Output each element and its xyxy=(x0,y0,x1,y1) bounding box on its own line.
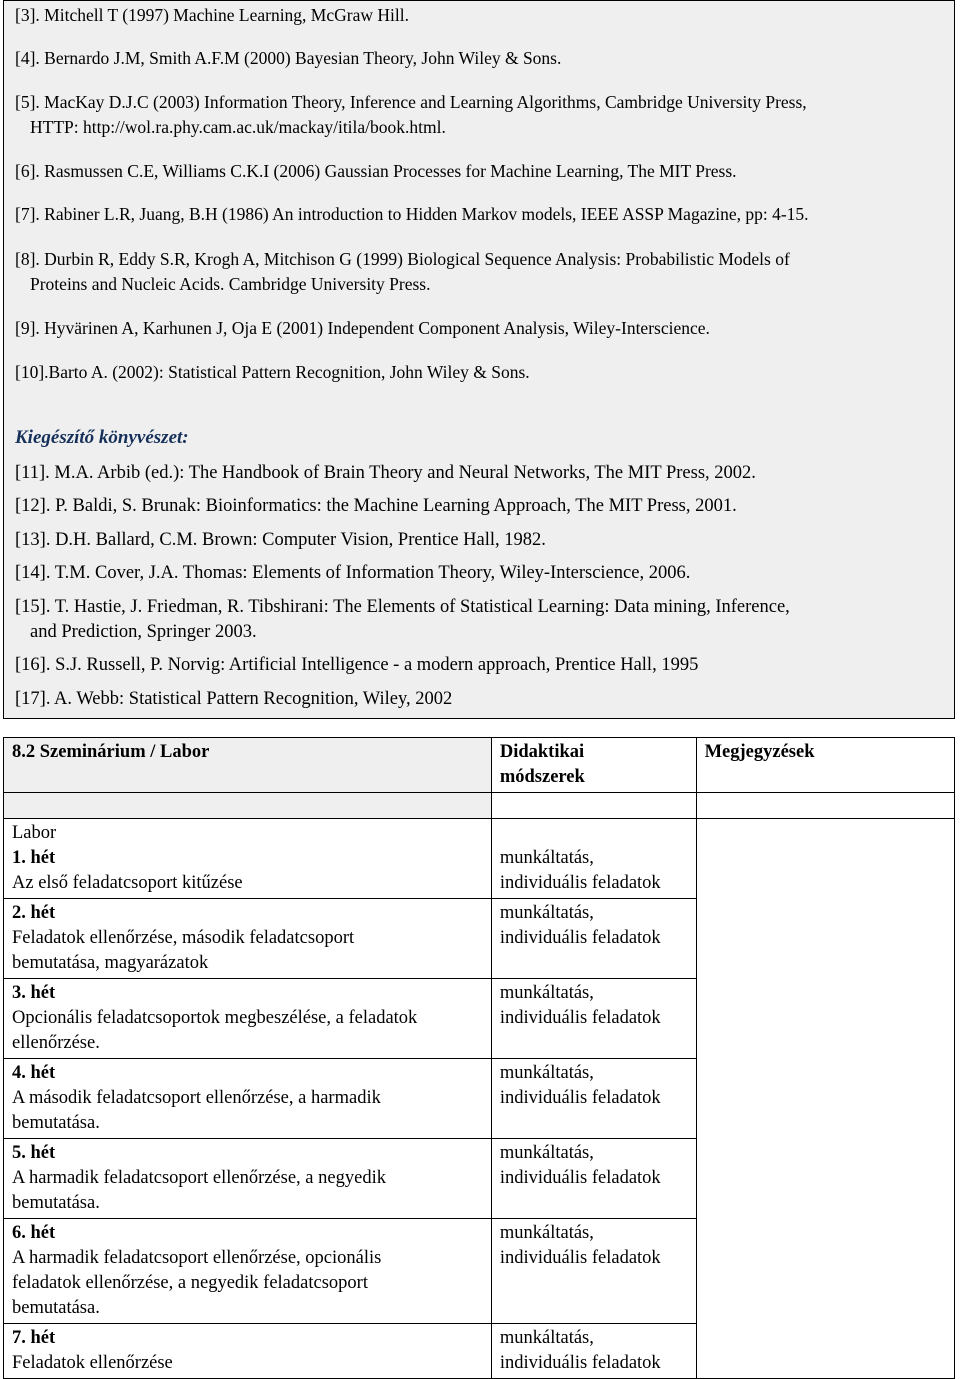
header-notes: Megjegyzések xyxy=(696,738,954,793)
table-row: 5. hét A harmadik feladatcsoport ellenőrzése, a negyedik bemutatása. munkáltatás, individuális feladatok xyxy=(4,1139,955,1219)
reference-item: [4]. Bernardo J.M, Smith A.F.M (2000) Bayesian Theory, John Wiley & Sons. xyxy=(15,48,562,68)
reference-item: [5]. MacKay D.J.C (2003) Information Theory, Inference and Learning Algorithms, Cambridge University Press, HTTP: http://wol.ra.phy.cam.ac.uk/mackay/itila/book.html. xyxy=(15,92,807,137)
table-row: 4. hét A második feladatcsoport ellenőrzése, a harmadik bemutatása. munkáltatás, individuális feladatok xyxy=(4,1059,955,1139)
supplementary-item: [16]. S.J. Russell, P. Norvig: Artificial Intelligence - a modern approach, Prentice Hall, 1995 xyxy=(15,655,699,675)
supplementary-item: [12]. P. Baldi, S. Brunak: Bioinformatics: the Machine Learning Approach, The MIT Press, 2001. xyxy=(15,496,737,516)
table-row: 3. hét Opcionális feladatcsoportok megbeszélése, a feladatok ellenőrzése. munkáltatás, individuális feladatok xyxy=(4,979,955,1059)
bibliography-section xyxy=(3,0,955,719)
reference-item: [7]. Rabiner L.R, Juang, B.H (1986) An introduction to Hidden Markov models, IEEE ASSP Magazine, pp: 4-15. xyxy=(15,204,809,224)
reference-item: [10].Barto A. (2002): Statistical Pattern Recognition, John Wiley & Sons. xyxy=(15,362,530,382)
header-methods: Didaktikai módszerek xyxy=(491,738,696,793)
table-row xyxy=(4,793,955,819)
supplementary-item: [14]. T.M. Cover, J.A. Thomas: Elements of Information Theory, Wiley-Interscience, 2006. xyxy=(15,563,691,583)
supplementary-item: [17]. A. Webb: Statistical Pattern Recognition, Wiley, 2002 xyxy=(15,689,453,709)
reference-item: [6]. Rasmussen C.E, Williams C.K.I (2006) Gaussian Processes for Machine Learning, The MIT Press. xyxy=(15,161,737,181)
header-seminar: 8.2 Szeminárium / Labor xyxy=(4,738,492,793)
supplementary-item: [15]. T. Hastie, J. Friedman, R. Tibshirani: The Elements of Statistical Learning: Data mining, Inference, and Prediction, Springer 2003. xyxy=(15,597,790,642)
table-row: 7. hét Feladatok ellenőrzése munkáltatás, individuális feladatok xyxy=(4,1324,955,1379)
table-row: 2. hét Feladatok ellenőrzése, második feladatcsoport bemutatása, magyarázatok munkáltatás, individuális feladatok xyxy=(4,899,955,979)
reference-item: [8]. Durbin R, Eddy S.R, Krogh A, Mitchison G (1999) Biological Sequence Analysis: Probabilistic Models of Proteins and Nucleic Acids. Cambridge University Press. xyxy=(15,249,790,294)
method-cell: munkáltatás, individuális feladatok xyxy=(491,819,696,899)
reference-item: [3]. Mitchell T (1997) Machine Learning, McGraw Hill. xyxy=(15,5,409,25)
table-header-row xyxy=(4,738,955,793)
supplementary-title: Kiegészítő könyvészet: xyxy=(15,427,189,448)
table-row xyxy=(4,819,955,899)
labor-cell: Labor 1. hét Az első feladatcsoport kitűzése xyxy=(4,819,492,899)
seminar-table xyxy=(3,737,955,1379)
supplementary-item: [13]. D.H. Ballard, C.M. Brown: Computer Vision, Prentice Hall, 1982. xyxy=(15,530,546,550)
table-row: 6. hét A harmadik feladatcsoport ellenőrzése, opcionális feladatok ellenőrzése, a negyedik feladatcsoport bemutatása. munkáltatás, individuális feladatok xyxy=(4,1219,955,1324)
labor-label: Labor xyxy=(12,823,57,843)
notes-cell xyxy=(696,819,954,1379)
reference-item: [9]. Hyvärinen A, Karhunen J, Oja E (2001) Independent Component Analysis, Wiley-Interscience. xyxy=(15,318,710,338)
supplementary-item: [11]. M.A. Arbib (ed.): The Handbook of Brain Theory and Neural Networks, The MIT Press, 2002. xyxy=(15,463,756,483)
